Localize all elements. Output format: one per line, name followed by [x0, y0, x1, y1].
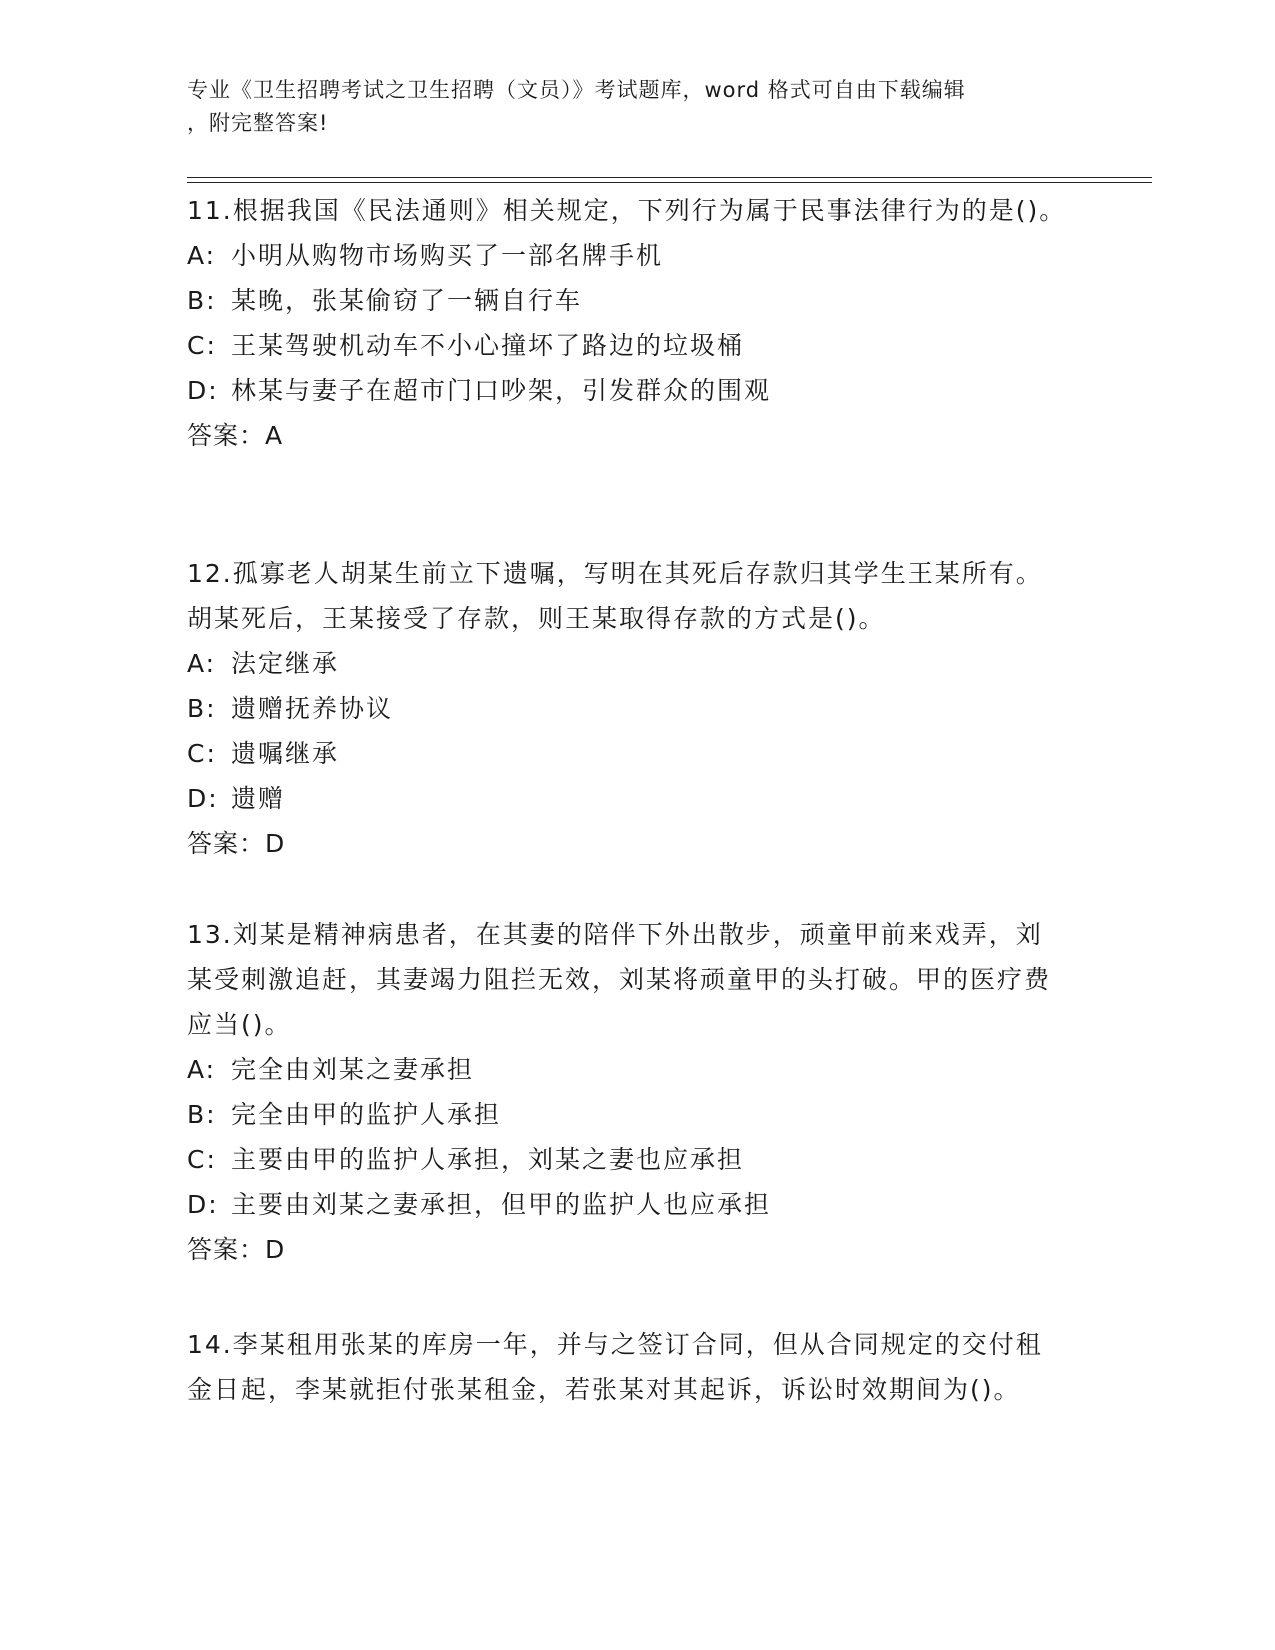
- option-letter: D:: [187, 376, 219, 405]
- answer-value: D: [265, 829, 286, 858]
- option-letter: A:: [187, 1055, 217, 1084]
- option-text: 林某与妻子在超市门口吵架，引发群众的围观: [231, 376, 772, 405]
- header-line-2: ，附完整答案!: [187, 111, 329, 135]
- answer-line: [187, 1227, 1067, 1272]
- option-d: [187, 776, 1067, 821]
- question-13: [187, 912, 1067, 1272]
- option-letter: C:: [187, 331, 217, 360]
- option-a: [187, 233, 1067, 278]
- question-12: [187, 551, 1067, 866]
- question-stem: 11.根据我国《民法通则》相关规定，下列行为属于民事法律行为的是()。: [187, 196, 1067, 225]
- option-a: [187, 641, 1067, 686]
- answer-value: D: [265, 1235, 286, 1264]
- option-text: 某晚，张某偷窃了一辆自行车: [231, 286, 583, 315]
- answer-label: 答案：: [187, 1235, 266, 1264]
- option-c: [187, 323, 1067, 368]
- option-letter: C:: [187, 1145, 217, 1174]
- question-stem: 12.孤寡老人胡某生前立下遗嘱，写明在其死后存款归其学生王某所有。胡某死后，王某接受了存款，则王某取得存款的方式是()。: [187, 559, 1043, 633]
- option-letter: A:: [187, 241, 217, 270]
- option-d: [187, 368, 1067, 413]
- option-text: 遗赠: [231, 784, 286, 813]
- answer-label: 答案：: [187, 421, 266, 450]
- question-11: [187, 188, 1067, 458]
- option-text: 遗赠抚养协议: [231, 694, 394, 723]
- option-letter: D:: [187, 784, 219, 813]
- answer-line: [187, 821, 1067, 866]
- header-line-1: 专业《卫生招聘考试之卫生招聘（文员）》考试题库，word 格式可自由下载编辑: [187, 78, 966, 102]
- option-letter: B:: [187, 286, 217, 315]
- option-text: 完全由刘某之妻承担: [231, 1055, 475, 1084]
- option-letter: C:: [187, 739, 217, 768]
- answer-value: A: [265, 421, 284, 450]
- option-b: [187, 1092, 1067, 1137]
- option-text: 小明从购物市场购买了一部名牌手机: [231, 241, 664, 270]
- option-c: [187, 731, 1067, 776]
- answer-line: [187, 413, 1067, 458]
- option-text: 主要由甲的监护人承担，刘某之妻也应承担: [231, 1145, 745, 1174]
- option-c: [187, 1137, 1067, 1182]
- option-letter: B:: [187, 694, 217, 723]
- option-text: 完全由甲的监护人承担: [231, 1100, 502, 1129]
- question-stem: 13.刘某是精神病患者，在其妻的陪伴下外出散步，顽童甲前来戏弄，刘某受刺激追赶，其妻竭力阻拦无效，刘某将顽童甲的头打破。甲的医疗费应当()。: [187, 920, 1052, 1039]
- option-letter: B:: [187, 1100, 217, 1129]
- option-letter: A:: [187, 649, 217, 678]
- header-divider-bottom: [187, 182, 1152, 183]
- option-a: [187, 1047, 1067, 1092]
- document-header: [187, 74, 1067, 140]
- option-b: [187, 278, 1067, 323]
- option-text: 主要由刘某之妻承担，但甲的监护人也应承担: [231, 1190, 772, 1219]
- option-letter: D:: [187, 1190, 219, 1219]
- option-text: 遗嘱继承: [231, 739, 340, 768]
- option-text: 王某驾驶机动车不小心撞坏了路边的垃圾桶: [231, 331, 745, 360]
- option-d: [187, 1182, 1067, 1227]
- question-14: [187, 1322, 1067, 1412]
- header-divider-top: [187, 177, 1152, 178]
- question-stem: 14.李某租用张某的库房一年，并与之签订合同，但从合同规定的交付租金日起，李某就拒付张某租金，若张某对其起诉，诉讼时效期间为()。: [187, 1330, 1043, 1404]
- answer-label: 答案：: [187, 829, 266, 858]
- option-text: 法定继承: [231, 649, 340, 678]
- option-b: [187, 686, 1067, 731]
